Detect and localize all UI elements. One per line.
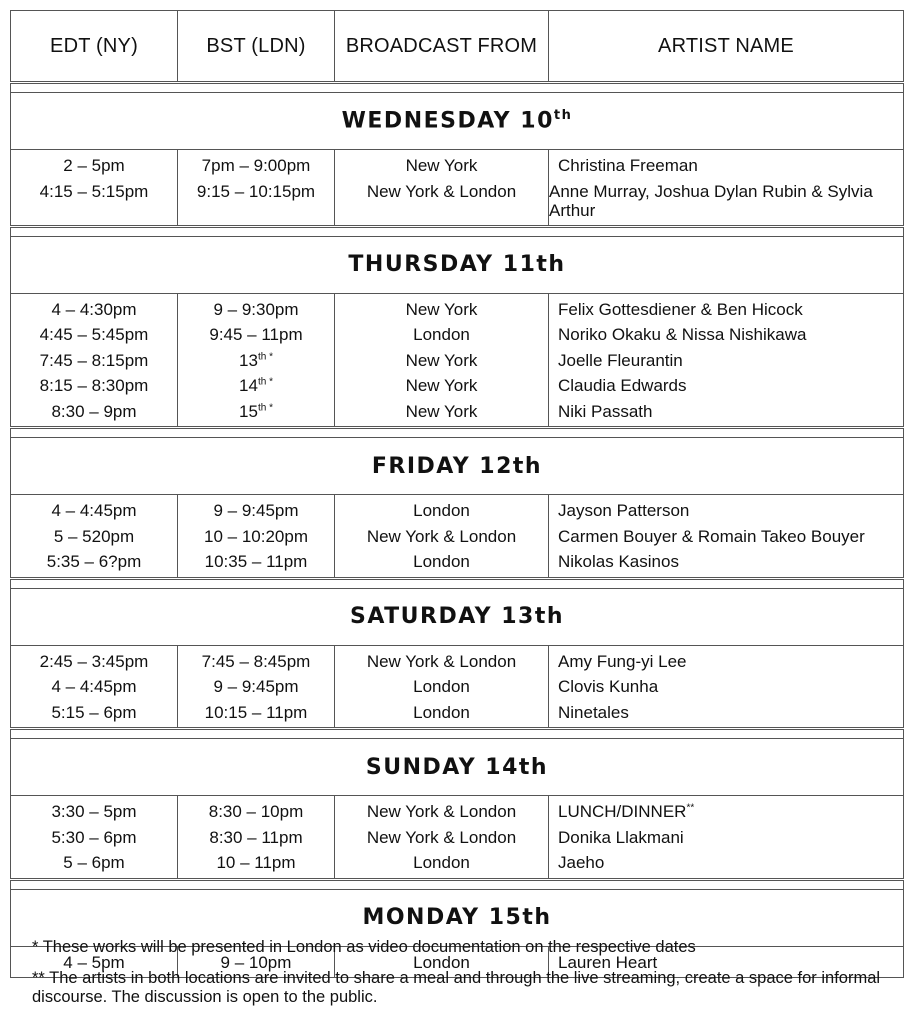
cell-value: London xyxy=(413,325,470,344)
table-cell xyxy=(178,348,334,374)
bst-time-cell xyxy=(178,796,335,880)
cell-value: Felix Gottesdiener & Ben Hicock xyxy=(558,299,803,319)
cell-value: London xyxy=(413,677,470,696)
table-cell xyxy=(178,850,334,876)
edt-time-cell xyxy=(11,796,178,880)
cell-value: New York xyxy=(405,350,478,370)
broadcast-from-cell xyxy=(335,495,549,579)
cell-value: New York & London xyxy=(366,526,517,546)
table-cell xyxy=(178,549,334,575)
cell-value: Ninetales xyxy=(558,702,629,722)
cell-value: 3:30 – 5pm xyxy=(51,802,137,821)
table-cell xyxy=(549,799,903,825)
broadcast-from-cell xyxy=(335,796,549,880)
table-cell xyxy=(549,373,903,399)
footnotes xyxy=(32,938,892,1019)
table-cell xyxy=(335,674,548,700)
cell-value: New York & London xyxy=(366,651,517,671)
cell-value: Amy Fung-yi Lee xyxy=(558,651,687,671)
cell-value: Clovis Kunha xyxy=(558,677,659,696)
header-edt: EDT (NY) xyxy=(11,11,178,83)
cell-value: 5 – 520pm xyxy=(53,526,135,546)
cell-value: Lauren Heart xyxy=(558,952,658,972)
footnote-marker: ** xyxy=(686,802,695,814)
header-artist-name: ARTIST NAME xyxy=(549,11,904,83)
table-cell xyxy=(11,700,177,726)
artist-name-cell xyxy=(549,645,904,729)
table-cell xyxy=(335,498,548,524)
cell-value: 7:45 – 8:15pm xyxy=(39,350,149,370)
cell-value: London xyxy=(413,702,470,722)
cell-value: London xyxy=(413,501,470,520)
table-cell xyxy=(11,649,177,675)
section-separator xyxy=(11,729,904,739)
table-cell xyxy=(11,799,177,825)
footnote-double-asterisk: ** The artists in both locations are invited to share a meal and through the live streaming, create a space for informal discourse. The discussion is open to the public. xyxy=(32,969,881,1006)
day-heading xyxy=(11,236,904,293)
cell-value: 5:15 – 6pm xyxy=(51,702,137,722)
table-cell xyxy=(335,825,548,851)
day-block xyxy=(11,495,904,579)
table-cell xyxy=(335,799,548,825)
cell-value: 9 – 9:45pm xyxy=(213,677,299,696)
edt-time-cell xyxy=(11,645,178,729)
cell-value: 4:15 – 5:15pm xyxy=(39,181,149,201)
day-heading-row xyxy=(11,236,904,293)
cell-value: 9 – 9:45pm xyxy=(213,501,299,520)
table-cell xyxy=(11,498,177,524)
cell-value: New York xyxy=(405,376,478,395)
cell-value: 8:15 – 8:30pm xyxy=(39,376,149,395)
table-cell xyxy=(549,674,903,700)
table-cell xyxy=(11,825,177,851)
table-cell xyxy=(178,179,334,204)
artist-name-cell xyxy=(549,796,904,880)
bst-time-cell xyxy=(178,150,335,227)
day-label: WEDNESDAY 10 xyxy=(341,108,554,134)
table-cell xyxy=(11,322,177,348)
cell-value: 5:35 – 6?pm xyxy=(46,552,142,571)
footnote-single-asterisk: * These works will be presented in London as video documentation on the respective dates xyxy=(32,938,696,956)
table-cell xyxy=(178,825,334,851)
table-cell xyxy=(335,297,548,323)
header-bst: BST (LDN) xyxy=(178,11,335,83)
section-separator xyxy=(11,578,904,588)
table-cell xyxy=(178,674,334,700)
broadcast-from-cell xyxy=(335,150,549,227)
day-heading xyxy=(11,93,904,150)
table-cell xyxy=(11,549,177,575)
day-label: FRIDAY 12th xyxy=(371,453,543,479)
cell-value: New York xyxy=(405,401,478,421)
day-label: THURSDAY 11th xyxy=(348,252,566,277)
cell-value: 5 – 6pm xyxy=(63,853,125,872)
day-block xyxy=(11,796,904,880)
table-cell xyxy=(11,674,177,700)
table-cell xyxy=(335,850,548,876)
schedule-table xyxy=(10,10,903,978)
cell-value: 5:30 – 6pm xyxy=(51,827,137,847)
cell-value: Jayson Patterson xyxy=(558,501,690,520)
broadcast-from-cell xyxy=(335,293,549,428)
table-cell xyxy=(178,700,334,726)
cell-value: Claudia Edwards xyxy=(558,376,687,395)
table-cell xyxy=(335,524,548,550)
cell-value: 4 – 4:30pm xyxy=(51,299,137,319)
table-cell xyxy=(178,297,334,323)
table-cell xyxy=(178,399,334,425)
table-cell xyxy=(335,153,548,179)
footnote-marker: th * xyxy=(257,376,273,388)
cell-value: 9:45 – 11pm xyxy=(209,325,303,344)
table-cell xyxy=(11,297,177,323)
section-separator xyxy=(11,879,904,889)
table-cell xyxy=(549,322,903,348)
table-cell xyxy=(549,153,903,179)
cell-value: 7pm – 9:00pm xyxy=(201,156,311,175)
table-cell xyxy=(11,373,177,399)
cell-value: 14 xyxy=(239,376,258,395)
cell-value: LUNCH/DINNER xyxy=(558,802,687,821)
cell-value: Donika Llakmani xyxy=(558,827,684,847)
day-label: SUNDAY 14th xyxy=(365,754,549,780)
table-cell xyxy=(549,549,903,575)
cell-value: 7:45 – 8:45pm xyxy=(201,651,311,671)
cell-value: 10 – 10:20pm xyxy=(204,526,308,546)
day-block xyxy=(11,293,904,428)
table-cell xyxy=(178,524,334,550)
footnote-marker: th * xyxy=(257,401,273,413)
table-cell xyxy=(335,700,548,726)
header-broadcast-from: BROADCAST FROM xyxy=(335,11,549,83)
cell-value: 8:30 – 9pm xyxy=(51,401,137,421)
section-separator xyxy=(11,83,904,93)
cell-value: Anne Murray, Joshua Dylan Rubin & Sylvia Arthur xyxy=(549,181,873,220)
table-cell xyxy=(178,153,334,179)
cell-value: London xyxy=(413,552,470,571)
cell-value: 4:45 – 5:45pm xyxy=(39,325,149,344)
day-heading-row xyxy=(11,739,904,796)
cell-value: Jaeho xyxy=(558,853,605,872)
day-block xyxy=(11,645,904,729)
cell-value: 9:15 – 10:15pm xyxy=(196,181,316,201)
cell-value: New York xyxy=(405,156,478,175)
cell-value: New York & London xyxy=(366,802,517,821)
cell-value: New York & London xyxy=(366,181,517,201)
day-label: MONDAY 15th xyxy=(362,905,552,930)
cell-value: 2:45 – 3:45pm xyxy=(39,651,149,671)
day-heading-row xyxy=(11,588,904,645)
table-cell xyxy=(11,524,177,550)
table-cell xyxy=(335,373,548,399)
table-cell xyxy=(178,799,334,825)
cell-value: 10 – 11pm xyxy=(216,853,296,872)
cell-value: 4 – 4:45pm xyxy=(51,677,137,696)
edt-time-cell xyxy=(11,495,178,579)
table-cell xyxy=(11,179,177,204)
table-cell xyxy=(549,179,903,223)
cell-value: New York & London xyxy=(366,827,517,847)
edt-time-cell xyxy=(11,150,178,227)
table-cell xyxy=(11,399,177,425)
cell-value: Niki Passath xyxy=(558,401,653,421)
header-row xyxy=(11,11,904,83)
table-cell xyxy=(178,322,334,348)
cell-value: 4 – 4:45pm xyxy=(51,501,137,520)
table-cell xyxy=(11,850,177,876)
edt-time-cell xyxy=(11,293,178,428)
cell-value: 8:30 – 10pm xyxy=(208,802,304,821)
bst-time-cell xyxy=(178,495,335,579)
day-heading-row xyxy=(11,438,904,495)
broadcast-from-cell xyxy=(335,645,549,729)
artist-name-cell xyxy=(549,150,904,227)
day-heading xyxy=(11,739,904,796)
day-label: SATURDAY 13th xyxy=(349,604,565,629)
table-cell xyxy=(335,399,548,425)
cell-value: 13 xyxy=(239,350,258,370)
table-cell xyxy=(549,348,903,374)
day-heading xyxy=(11,438,904,495)
cell-value: London xyxy=(413,853,470,872)
table-cell xyxy=(549,850,903,876)
table-cell xyxy=(178,373,334,399)
table-cell xyxy=(335,322,548,348)
footnote-marker: th * xyxy=(257,350,273,362)
cell-value: Christina Freeman xyxy=(558,156,698,175)
day-block xyxy=(11,150,904,227)
cell-value: 15 xyxy=(239,401,258,421)
artist-name-cell xyxy=(549,495,904,579)
day-heading-row xyxy=(11,93,904,150)
table-cell xyxy=(549,700,903,726)
day-ordinal-suffix: th xyxy=(553,108,573,124)
cell-value: 9 – 10pm xyxy=(220,952,292,972)
cell-value: 2 – 5pm xyxy=(63,156,125,175)
cell-value: 4 – 5pm xyxy=(63,952,125,972)
cell-value: 10:15 – 11pm xyxy=(204,702,308,722)
table-cell xyxy=(549,399,903,425)
cell-value: 8:30 – 11pm xyxy=(209,827,303,847)
section-separator xyxy=(11,226,904,236)
table-cell xyxy=(549,524,903,550)
cell-value: Noriko Okaku & Nissa Nishikawa xyxy=(558,325,807,344)
cell-value: Nikolas Kasinos xyxy=(558,552,679,571)
table-cell xyxy=(178,649,334,675)
table-cell xyxy=(549,825,903,851)
section-separator xyxy=(11,428,904,438)
bst-time-cell xyxy=(178,293,335,428)
table-cell xyxy=(335,649,548,675)
cell-value: New York xyxy=(405,299,478,319)
artist-name-cell xyxy=(549,293,904,428)
cell-value: Joelle Fleurantin xyxy=(558,350,683,370)
cell-value: 9 – 9:30pm xyxy=(213,299,299,319)
cell-value: Carmen Bouyer & Romain Takeo Bouyer xyxy=(558,526,865,546)
day-heading xyxy=(11,588,904,645)
bst-time-cell xyxy=(178,645,335,729)
cell-value: 10:35 – 11pm xyxy=(204,552,308,571)
table-cell xyxy=(549,297,903,323)
table-cell xyxy=(335,348,548,374)
table-cell xyxy=(549,498,903,524)
table-cell xyxy=(11,153,177,179)
cell-value: London xyxy=(413,952,470,972)
table-cell xyxy=(549,649,903,675)
table-cell xyxy=(178,498,334,524)
table-cell xyxy=(335,549,548,575)
table-cell xyxy=(335,179,548,204)
table-cell xyxy=(11,348,177,374)
